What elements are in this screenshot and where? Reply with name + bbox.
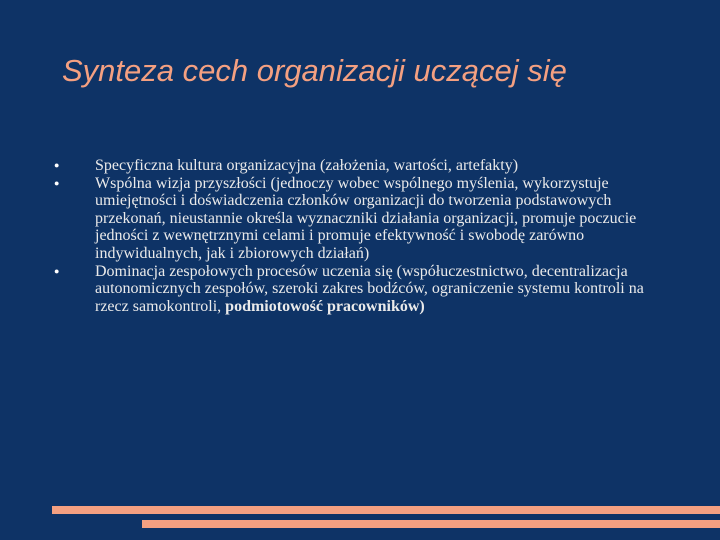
bullet-text [95, 263, 644, 315]
bullet-dot-icon: ● [54, 160, 60, 170]
bullet-text-bold: podmiotowość pracowników) [225, 297, 425, 315]
bullet-item [54, 263, 674, 316]
bullet-list [54, 157, 674, 315]
bullet-item [54, 157, 674, 175]
decorative-bar-top [52, 506, 720, 514]
bullet-dot-icon: ● [54, 265, 60, 276]
bullet-text-regular: Wspólna wizja przyszłości (jednoczy wobec wspólnego myślenia, wykorzystuje umiejętności i doświadczenia członków organizacji do tworzenia podstawowych przekonań, nieustannie określa wyznaczniki działania organizacji, promuje poczucie jedności z wewnętrznymi celami i promuje efektywność i swobodę zarówno indywidualnych, jak i zbiorowych działań) [95, 174, 637, 262]
bullet-dot-icon: ● [54, 177, 60, 188]
bullet-text [95, 157, 518, 174]
decorative-bar-bottom [142, 520, 720, 528]
bullet-text-regular: Specyficzna kultura organizacyjna (założenia, wartości, artefakty) [95, 157, 519, 174]
bullet-text-regular: Dominacja zespołowych procesów uczenia się (współuczestnictwo, decentralizacja autonomicznych zespołów, szeroki zakres bodźców, ograniczenie systemu kontroli na rzecz samokontroli, [95, 262, 644, 315]
bullet-item [54, 175, 674, 263]
slide-title: Synteza cech organizacji uczącej się [62, 53, 567, 88]
bullet-text [95, 175, 636, 262]
